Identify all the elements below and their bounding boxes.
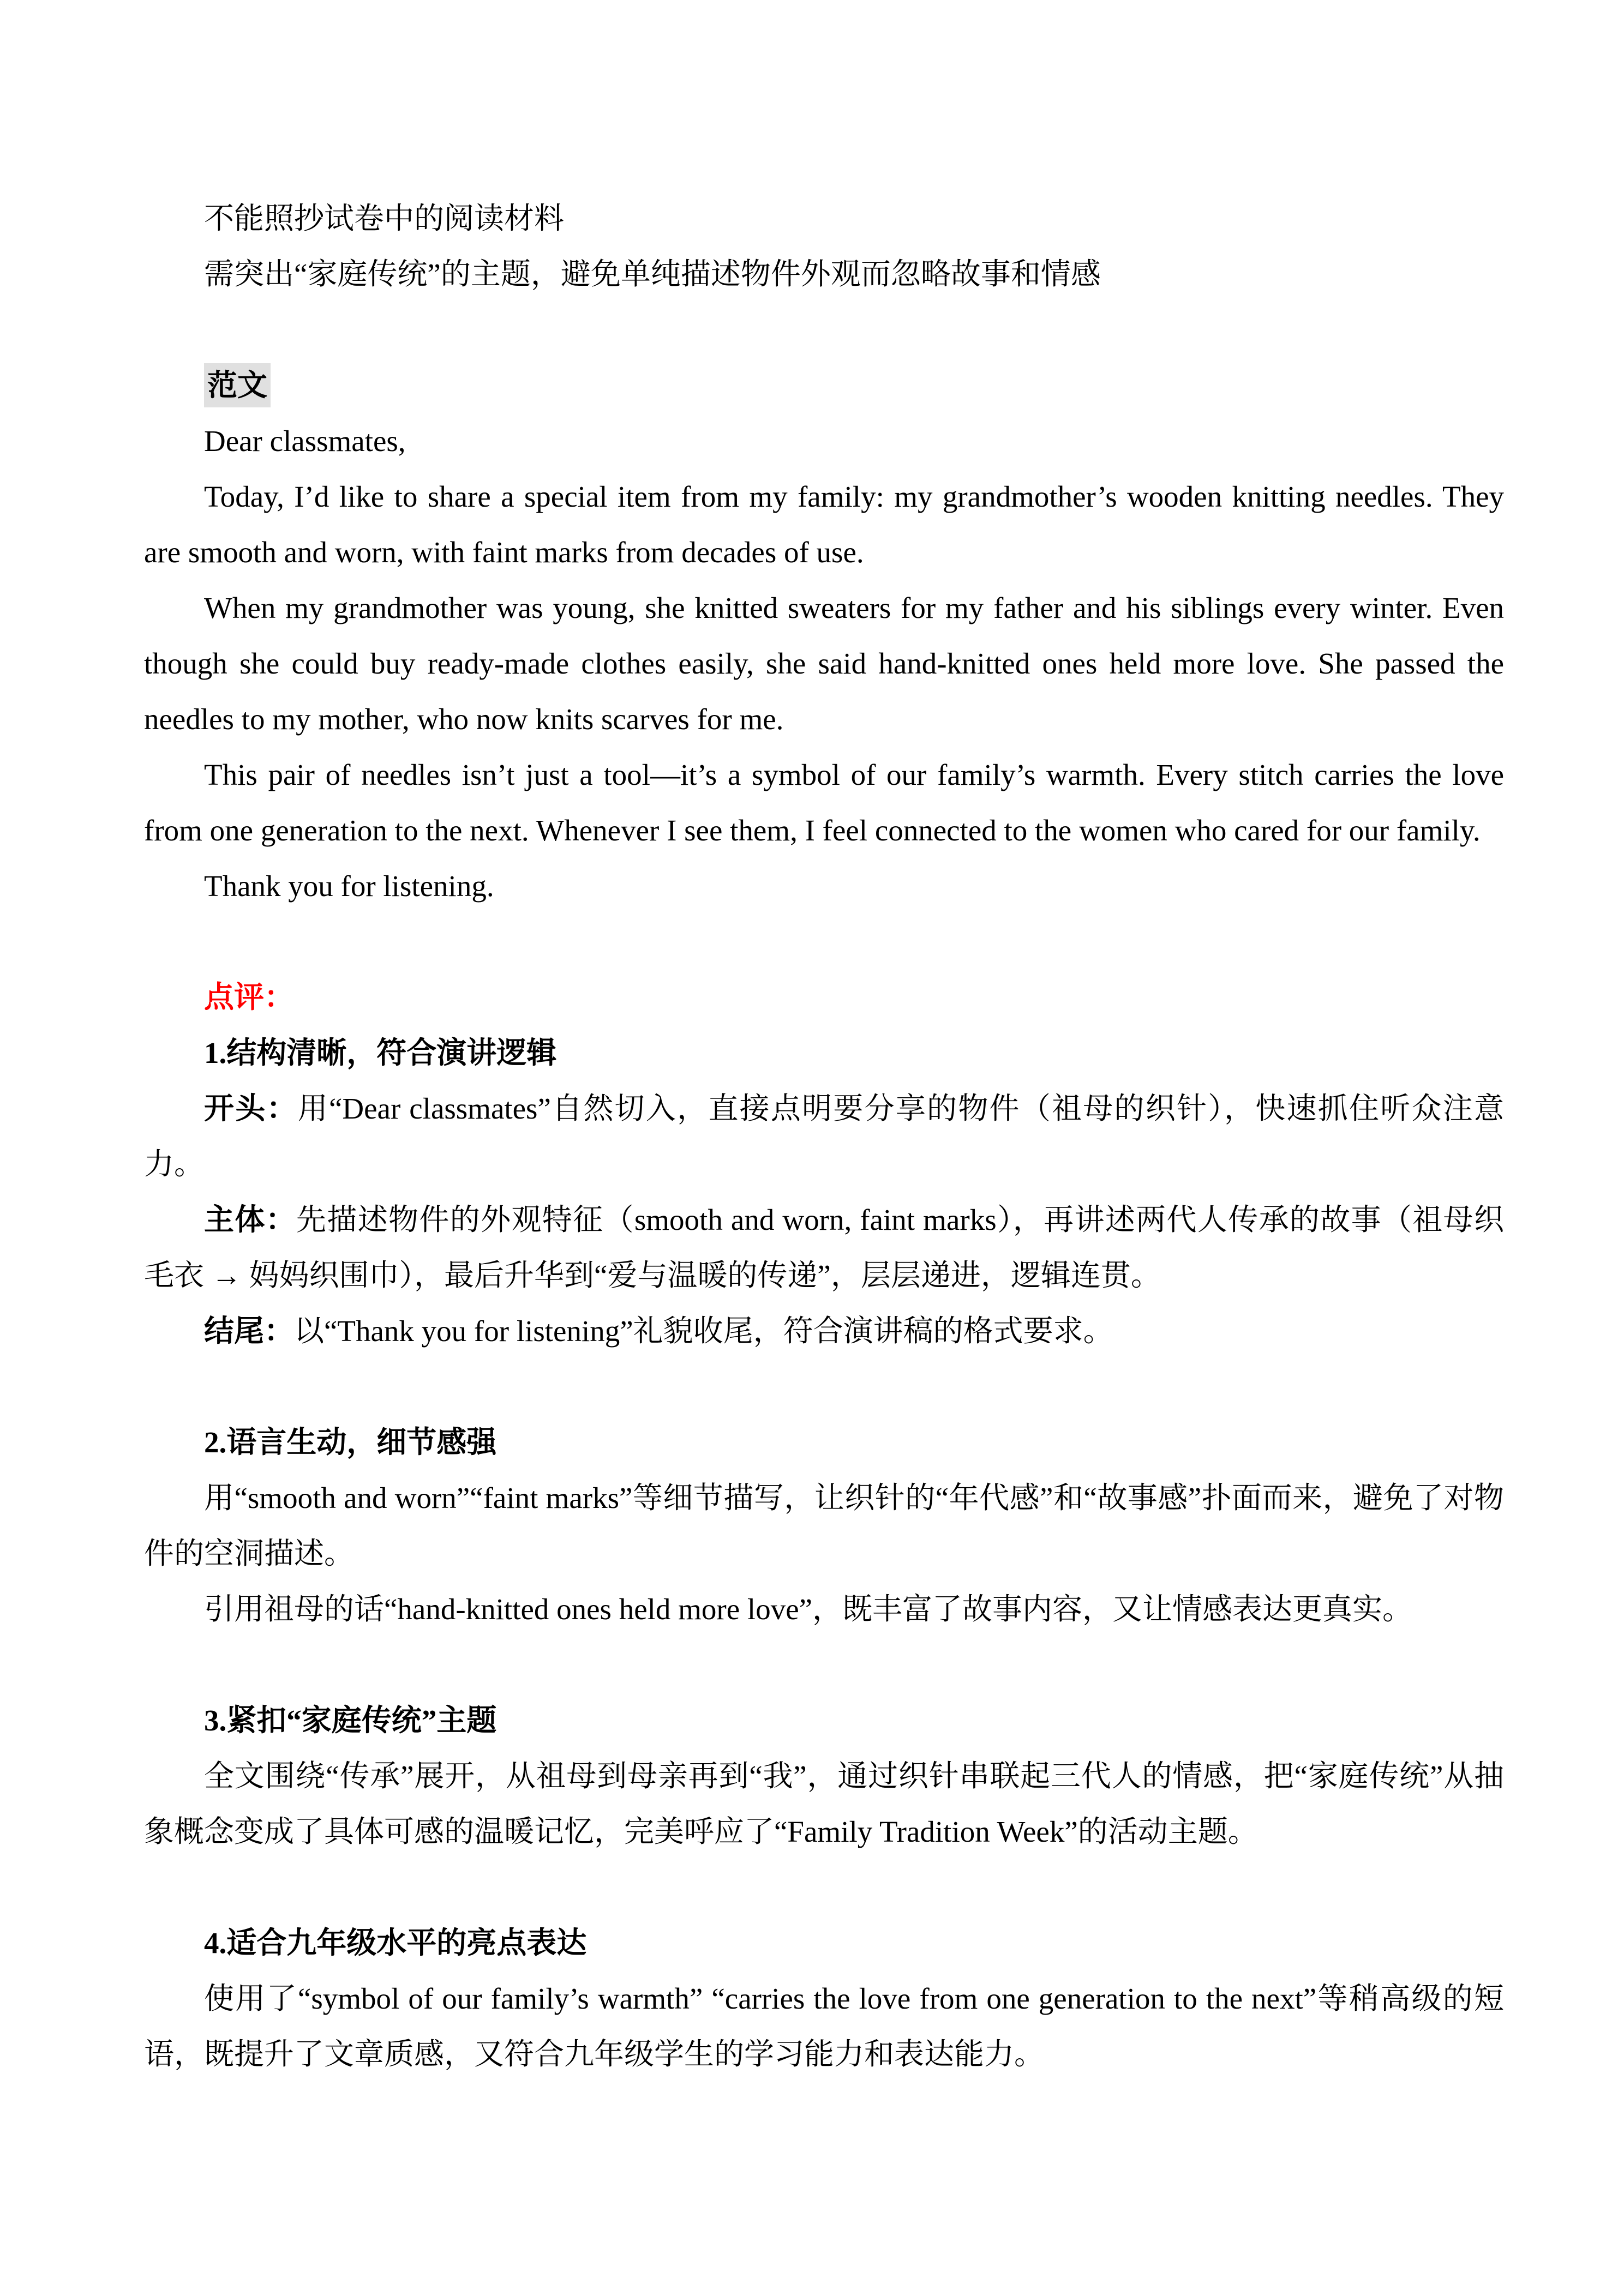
comment-point-label: 开头： [204, 1092, 298, 1125]
sample-essay-label: 范文 [204, 363, 271, 407]
comment-section-3-title: 3.紧扣“家庭传统”主题 [204, 1704, 497, 1737]
comment-section-1 [144, 1025, 1504, 1359]
essay-paragraph-2: When my grandmother was young, she knitted sweaters for my father and his siblings every winter. Even though she could buy ready-made clothes easily, she said hand-knitted ones held more love. She passed the needles to my mother, who now knits scarves for me. [144, 591, 1504, 736]
comment-section-4 [144, 1915, 1504, 2082]
comment-section-3 [144, 1693, 1504, 1860]
comment-point-label: 主体： [204, 1203, 297, 1236]
comment-point [144, 1192, 1504, 1303]
blank-line [144, 1637, 1504, 1693]
comment-point-label: 结尾： [204, 1314, 295, 1348]
comment-point [144, 1081, 1504, 1192]
comment-paragraph: 全文围绕“传承”展开，从祖母到母亲再到“我”，通过织针串联起三代人的情感，把“家庭传统”从抽象概念变成了具体可感的温暖记忆，完美呼应了“Family Tradition Week”的活动主题。 [144, 1759, 1504, 1848]
comment-point-text: 先描述物件的外观特征（smooth and worn, faint marks），再讲述两代人传承的故事（祖母织毛衣 → 妈妈织围巾），最后升华到“爱与温暖的传递”，层层递进，逻辑连贯。 [144, 1203, 1504, 1292]
comment-point [144, 1303, 1504, 1359]
blank-line [144, 1860, 1504, 1915]
comment-paragraph: 用“smooth and worn”“faint marks”等细节描写，让织针的“年代感”和“故事感”扑面而来，避免了对物件的空洞描述。 [144, 1481, 1504, 1570]
note-line-1: 不能照抄试卷中的阅读材料 [204, 202, 565, 235]
blank-line [144, 914, 1504, 970]
essay-salutation: Dear classmates, [204, 424, 406, 458]
comment-point-text: 用“Dear classmates”自然切入，直接点明要分享的物件（祖母的织针），快速抓住听众注意力。 [144, 1092, 1504, 1181]
note-line-2: 需突出“家庭传统”的主题，避免单纯描述物件外观而忽略故事和情感 [204, 257, 1101, 291]
comment-heading: 点评： [204, 981, 295, 1014]
essay-paragraph-1: Today, I’d like to share a special item from my family: my grandmother’s wooden knitting needles. They are smooth and worn, with faint marks from decades of use. [144, 480, 1504, 569]
comment-point-text: 以“Thank you for listening”礼貌收尾，符合演讲稿的格式要求。 [294, 1314, 1113, 1348]
essay-closing: Thank you for listening. [204, 869, 494, 903]
comment-section-1-title: 1.结构清晰，符合演讲逻辑 [204, 1036, 557, 1069]
essay-paragraph-3: This pair of needles isn’t just a tool—it’s a symbol of our family’s warmth. Every stitch carries the love from one generation to the next. Whenever I see them, I feel connected to the women who cared for our family. [144, 758, 1504, 847]
comment-paragraph: 引用祖母的话“hand-knitted ones held more love”，既丰富了故事内容，又让情感表达更真实。 [204, 1592, 1413, 1626]
comment-paragraph: 使用了“symbol of our family’s warmth” “carries the love from one generation to the next”等稍高级的短语，既提升了文章质感，又符合九年级学生的学习能力和表达能力。 [144, 1982, 1504, 2071]
sample-essay-heading [144, 358, 1504, 413]
comment-section-4-title: 4.适合九年级水平的亮点表达 [204, 1926, 587, 1960]
comment-section-2-title: 2.语言生动，细节感强 [204, 1426, 497, 1459]
blank-line [144, 1359, 1504, 1415]
comment-section-2 [144, 1415, 1504, 1637]
blank-line [144, 302, 1504, 358]
